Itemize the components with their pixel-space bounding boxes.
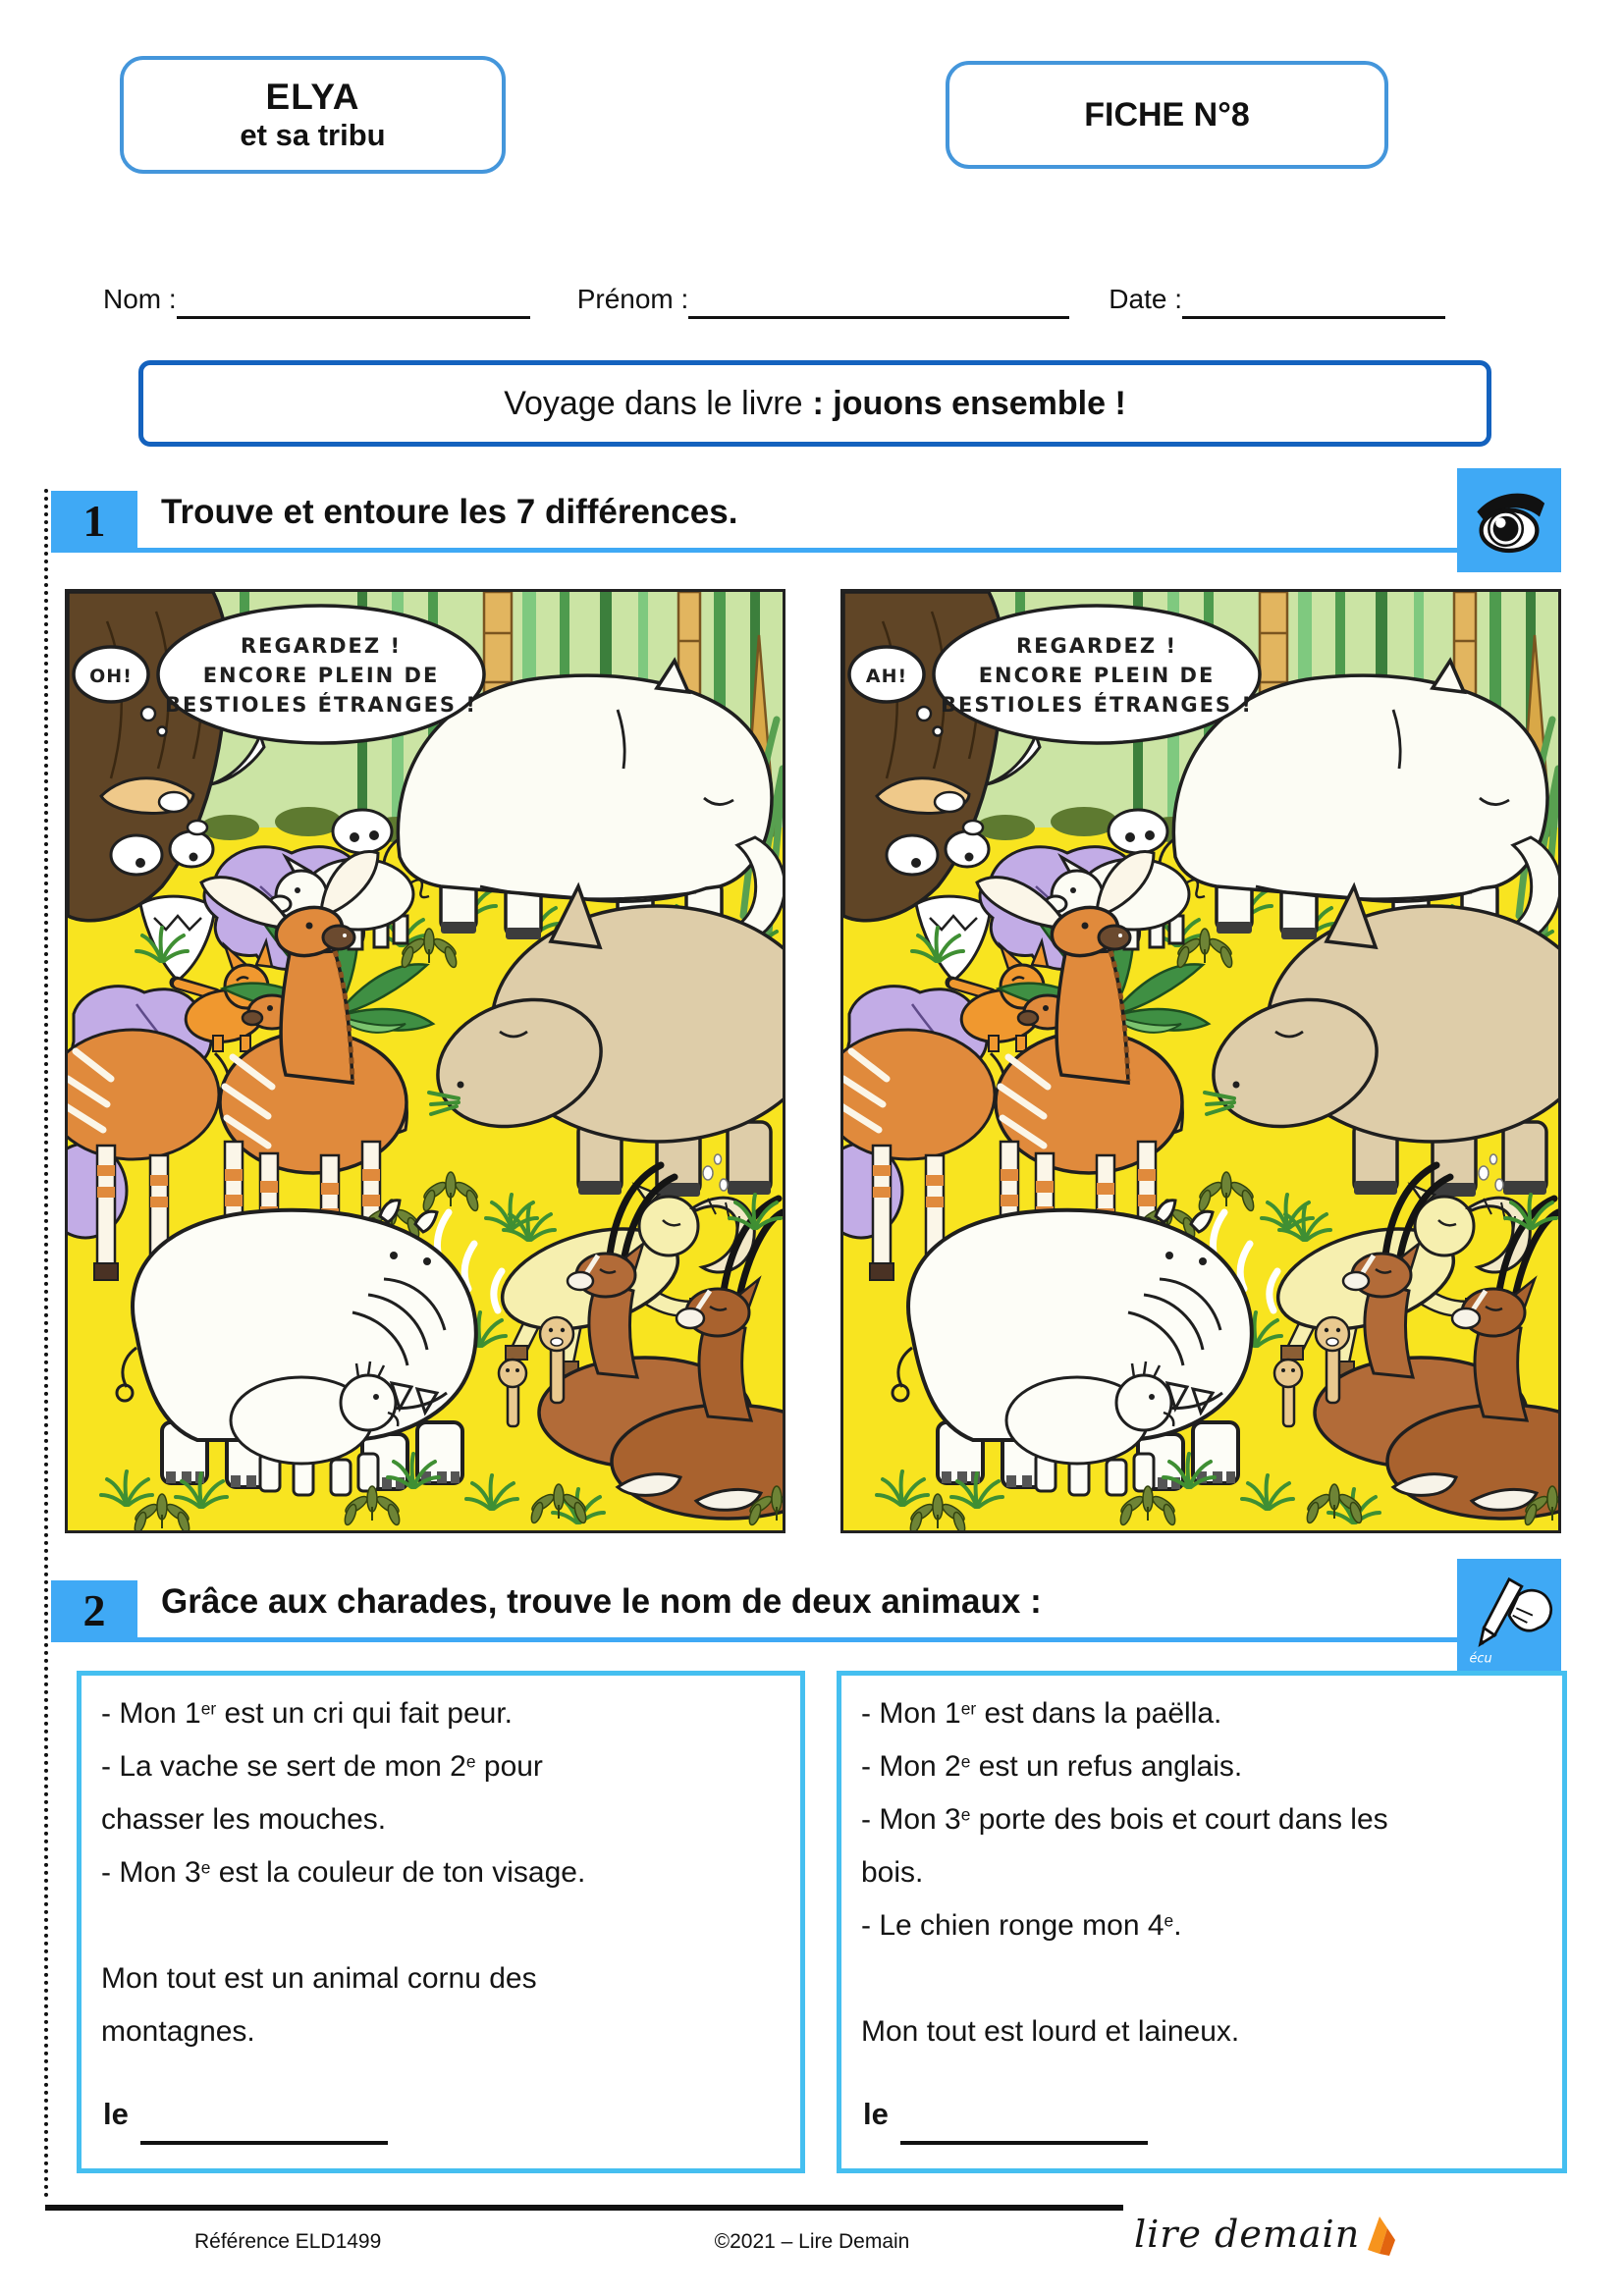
banner-title-bold: : jouons ensemble ! xyxy=(812,384,1126,422)
name-label: Nom : xyxy=(103,284,177,314)
date-label: Date : xyxy=(1109,284,1182,314)
activity1-title: Trouve et entoure les 7 différences. xyxy=(161,493,738,531)
jungle-scene-right xyxy=(843,592,1558,1530)
firstname-label: Prénom : xyxy=(576,284,689,314)
sheet-number-box xyxy=(946,61,1388,169)
exclamation-bubble-right: AH! xyxy=(865,666,908,687)
activity1-header xyxy=(51,489,1561,558)
charade-box-right xyxy=(837,1671,1567,2173)
answer-blank[interactable] xyxy=(900,2088,1148,2145)
worksheet-banner xyxy=(138,360,1491,447)
answer-blank[interactable] xyxy=(140,2088,388,2145)
speech-bubble-line3: BESTIOLES ÉTRANGES ! xyxy=(165,693,477,717)
icon-written-word: écu xyxy=(1469,1651,1492,1667)
activity2-number: 2 xyxy=(51,1580,137,1639)
activity2-title: Grâce aux charades, trouve le nom de deux animaux : xyxy=(161,1582,1042,1621)
activity2-rule xyxy=(51,1637,1457,1642)
speech-bubble-line3: BESTIOLES ÉTRANGES ! xyxy=(941,693,1253,717)
exclamation-bubble-left: OH! xyxy=(89,666,133,687)
charade-box-left xyxy=(77,1671,805,2173)
page-dotted-border xyxy=(44,489,48,2199)
charade-right-text: - Mon 1er est dans la paëlla. - Mon 2e est un refus anglais. - Mon 3e porte des bois et court dans les bois. - Le chien ronge mon 4e. Mon tout est lourd et laineux. xyxy=(861,1697,1388,2048)
book-title-line2: et sa tribu xyxy=(240,118,386,152)
footer-copyright: ©2021 – Lire Demain xyxy=(714,2230,910,2253)
banner-title-regular: Voyage dans le livre xyxy=(504,384,803,422)
firstname-field[interactable] xyxy=(688,279,1069,319)
spot-difference-image-right[interactable] xyxy=(840,589,1561,1533)
speech-bubble-line1: REGARDEZ ! xyxy=(240,634,403,658)
activity1-rule xyxy=(51,548,1457,553)
publisher-logo-text: lire demain xyxy=(1134,2213,1361,2256)
activity1-number: 1 xyxy=(51,491,137,550)
book-title-box xyxy=(120,56,506,174)
book-title-line1: ELYA xyxy=(265,77,360,117)
speech-bubble-line2: ENCORE PLEIN DE xyxy=(978,664,1216,687)
charade-left-answer xyxy=(103,2088,388,2145)
answer-label: le xyxy=(103,2097,129,2131)
footer-reference: Référence ELD1499 xyxy=(194,2230,382,2253)
speech-bubble-line1: REGARDEZ ! xyxy=(1015,634,1178,658)
jungle-scene-left xyxy=(68,592,783,1530)
identity-row xyxy=(103,279,1525,319)
flame-icon xyxy=(1360,2211,1399,2258)
jungle-scene-illustration xyxy=(68,592,783,1530)
sheet-number-label: FICHE N°8 xyxy=(1084,95,1250,133)
jungle-scene-illustration xyxy=(843,592,1558,1530)
activity2-header xyxy=(51,1578,1561,1667)
footer-divider xyxy=(45,2205,1123,2211)
name-field[interactable] xyxy=(177,279,530,319)
spot-difference-image-left[interactable] xyxy=(65,589,785,1533)
date-field[interactable] xyxy=(1182,279,1445,319)
speech-bubble-line2: ENCORE PLEIN DE xyxy=(202,664,440,687)
writing-hand-icon xyxy=(1457,1559,1561,1686)
answer-label: le xyxy=(863,2097,889,2131)
publisher-logo xyxy=(1134,2211,1399,2258)
eye-icon xyxy=(1457,468,1561,572)
charade-left-text: - Mon 1er est un cri qui fait peur. - La vache se sert de mon 2e pour chasser les mouches. - Mon 3e est la couleur de ton visage. Mon tout est un animal cornu des montagnes. xyxy=(101,1697,586,2048)
charade-right-answer xyxy=(863,2088,1148,2145)
